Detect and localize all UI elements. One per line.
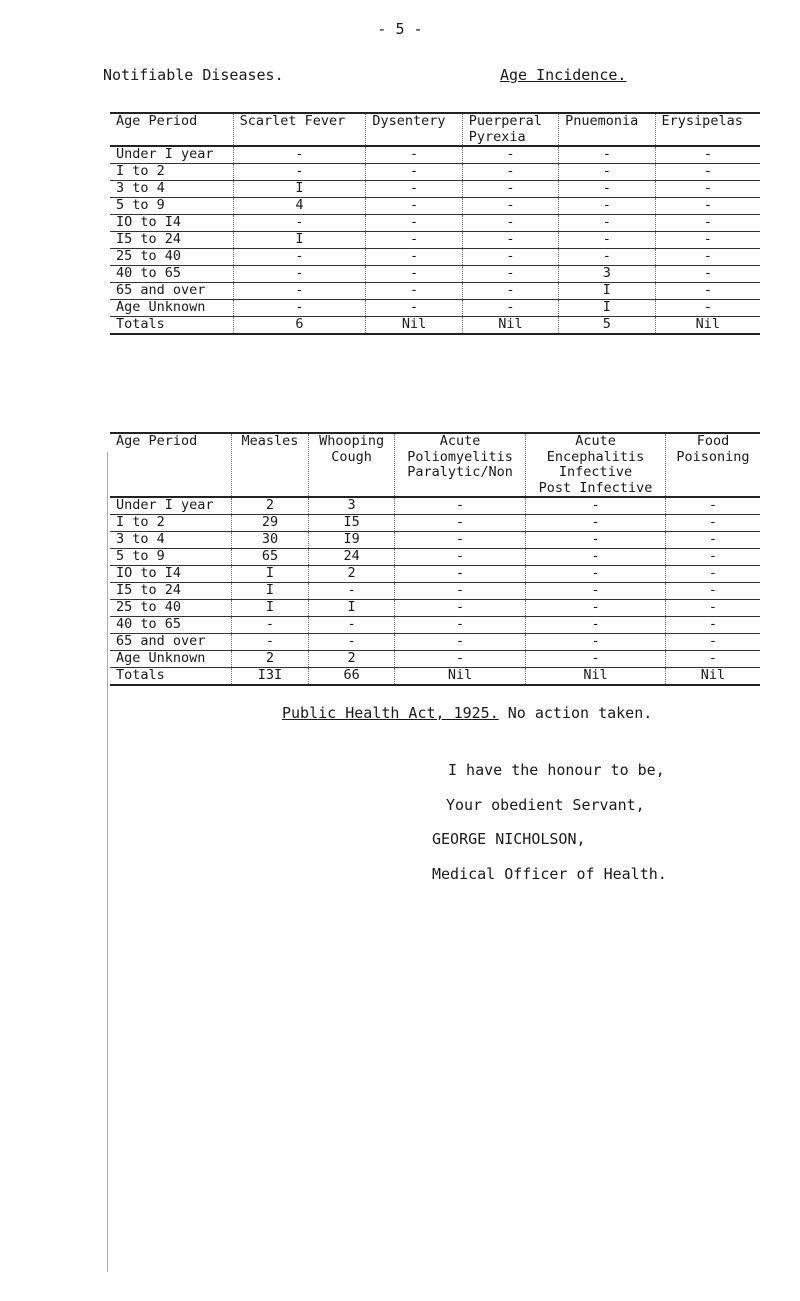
totals-row [110, 317, 760, 335]
column-header: Pnuemonia [559, 113, 655, 146]
count-cell: - [665, 515, 760, 532]
closing-line-1: I have the honour to be, [448, 761, 665, 779]
count-cell: 2 [231, 651, 308, 668]
count-cell: Nil [462, 317, 558, 335]
signatory-name: GEORGE NICHOLSON, [432, 830, 586, 848]
count-cell: - [462, 283, 558, 300]
count-cell: I [233, 181, 366, 198]
count-cell: - [655, 266, 760, 283]
count-cell: 24 [309, 549, 395, 566]
age-period-cell: Under I year [110, 497, 231, 515]
count-cell: I [231, 583, 308, 600]
table-row [110, 266, 760, 283]
count-cell: - [395, 549, 526, 566]
count-cell: - [665, 651, 760, 668]
count-cell: - [559, 198, 655, 215]
count-cell: 2 [231, 497, 308, 515]
age-period-cell: 65 and over [110, 634, 231, 651]
table-row [110, 566, 760, 583]
count-cell: - [395, 651, 526, 668]
column-header: Acute Encephalitis Infective Post Infective [526, 433, 666, 497]
count-cell: - [526, 549, 666, 566]
count-cell: - [559, 181, 655, 198]
table-row [110, 300, 760, 317]
count-cell: - [366, 300, 462, 317]
count-cell: - [395, 497, 526, 515]
table-header-row [110, 113, 760, 146]
table-row [110, 515, 760, 532]
act-reference: Public Health Act, 1925. [282, 704, 499, 722]
column-header: Erysipelas [655, 113, 760, 146]
count-cell: - [559, 232, 655, 249]
column-header: Age Period [110, 113, 233, 146]
table-row [110, 634, 760, 651]
count-cell: - [395, 566, 526, 583]
table-row [110, 617, 760, 634]
table-row [110, 164, 760, 181]
count-cell: - [526, 600, 666, 617]
count-cell: - [665, 532, 760, 549]
count-cell: - [559, 249, 655, 266]
count-cell: - [559, 215, 655, 232]
count-cell: - [233, 164, 366, 181]
count-cell: - [526, 583, 666, 600]
closing-line-2: Your obedient Servant, [446, 796, 645, 814]
count-cell: - [665, 583, 760, 600]
action-statement: No action taken. [507, 704, 653, 722]
table-row [110, 198, 760, 215]
public-health-act-note [282, 704, 652, 722]
count-cell: 66 [309, 668, 395, 686]
count-cell: - [462, 198, 558, 215]
age-period-cell: 40 to 65 [110, 266, 233, 283]
count-cell: - [309, 634, 395, 651]
count-cell: - [366, 232, 462, 249]
table-row [110, 146, 760, 164]
count-cell: - [526, 651, 666, 668]
count-cell: - [366, 181, 462, 198]
age-period-cell: Age Unknown [110, 651, 231, 668]
count-cell: - [366, 215, 462, 232]
table-row [110, 651, 760, 668]
count-cell: I [309, 600, 395, 617]
count-cell: - [526, 532, 666, 549]
column-header: Whooping Cough [309, 433, 395, 497]
age-period-cell: 5 to 9 [110, 549, 231, 566]
count-cell: - [395, 515, 526, 532]
count-cell: I [233, 232, 366, 249]
age-period-cell: Totals [110, 317, 233, 335]
count-cell: - [462, 232, 558, 249]
count-cell: - [366, 164, 462, 181]
column-header: Dysentery [366, 113, 462, 146]
count-cell: I [559, 300, 655, 317]
count-cell: - [462, 266, 558, 283]
signatory-title: Medical Officer of Health. [432, 865, 667, 883]
count-cell: - [233, 266, 366, 283]
age-period-cell: 40 to 65 [110, 617, 231, 634]
table-row [110, 600, 760, 617]
table-header-row [110, 433, 760, 497]
count-cell: 65 [231, 549, 308, 566]
count-cell: I [559, 283, 655, 300]
count-cell: - [655, 215, 760, 232]
count-cell: - [395, 617, 526, 634]
count-cell: - [366, 146, 462, 164]
count-cell: - [366, 249, 462, 266]
totals-row [110, 668, 760, 686]
table-row [110, 283, 760, 300]
count-cell: - [366, 198, 462, 215]
count-cell: - [665, 600, 760, 617]
count-cell: 4 [233, 198, 366, 215]
heading-age-incidence: Age Incidence. [500, 66, 627, 84]
count-cell: - [395, 532, 526, 549]
age-period-cell: 25 to 40 [110, 249, 233, 266]
age-period-cell: 5 to 9 [110, 198, 233, 215]
count-cell: - [526, 515, 666, 532]
count-cell: - [655, 232, 760, 249]
count-cell: - [526, 617, 666, 634]
count-cell: 2 [309, 651, 395, 668]
count-cell: - [309, 617, 395, 634]
count-cell: - [526, 566, 666, 583]
count-cell: - [655, 283, 760, 300]
age-period-cell: Totals [110, 668, 231, 686]
count-cell: 3 [559, 266, 655, 283]
count-cell: 3 [309, 497, 395, 515]
column-header: Measles [231, 433, 308, 497]
table-body [110, 497, 760, 685]
count-cell: - [231, 617, 308, 634]
age-period-cell: Under I year [110, 146, 233, 164]
count-cell: Nil [366, 317, 462, 335]
count-cell: 6 [233, 317, 366, 335]
count-cell: - [309, 583, 395, 600]
page-number: - 5 - [377, 20, 423, 38]
table-row [110, 181, 760, 198]
count-cell: - [233, 283, 366, 300]
count-cell: I3I [231, 668, 308, 686]
count-cell: - [655, 181, 760, 198]
column-header: Scarlet Fever [233, 113, 366, 146]
count-cell: - [665, 497, 760, 515]
table-body [110, 146, 760, 334]
count-cell: - [526, 497, 666, 515]
table-row [110, 549, 760, 566]
count-cell: - [233, 215, 366, 232]
table-row [110, 249, 760, 266]
count-cell: I9 [309, 532, 395, 549]
count-cell: - [665, 549, 760, 566]
count-cell: - [366, 266, 462, 283]
count-cell: - [233, 300, 366, 317]
count-cell: - [655, 300, 760, 317]
count-cell: Nil [395, 668, 526, 686]
count-cell: - [462, 215, 558, 232]
count-cell: - [665, 617, 760, 634]
age-period-cell: I5 to 24 [110, 232, 233, 249]
margin-rule [107, 452, 108, 1272]
notifiable-diseases-table-2 [110, 432, 760, 686]
age-period-cell: Age Unknown [110, 300, 233, 317]
count-cell: - [395, 583, 526, 600]
count-cell: I5 [309, 515, 395, 532]
count-cell: - [462, 164, 558, 181]
count-cell: - [655, 198, 760, 215]
count-cell: - [655, 249, 760, 266]
count-cell: - [462, 249, 558, 266]
count-cell: - [231, 634, 308, 651]
heading-notifiable-diseases: Notifiable Diseases. [103, 66, 284, 84]
column-header: Age Period [110, 433, 231, 497]
count-cell: - [655, 146, 760, 164]
count-cell: - [462, 181, 558, 198]
count-cell: - [366, 283, 462, 300]
count-cell: 2 [309, 566, 395, 583]
count-cell: - [233, 249, 366, 266]
count-cell: - [233, 146, 366, 164]
table-row [110, 532, 760, 549]
count-cell: I [231, 566, 308, 583]
age-period-cell: I5 to 24 [110, 583, 231, 600]
table-row [110, 583, 760, 600]
age-period-cell: 3 to 4 [110, 532, 231, 549]
count-cell: Nil [665, 668, 760, 686]
age-period-cell: 25 to 40 [110, 600, 231, 617]
count-cell: - [665, 566, 760, 583]
count-cell: Nil [526, 668, 666, 686]
column-header: Acute Poliomyelitis Paralytic/Non [395, 433, 526, 497]
age-period-cell: 65 and over [110, 283, 233, 300]
column-header: Puerperal Pyrexia [462, 113, 558, 146]
count-cell: 5 [559, 317, 655, 335]
table-row [110, 215, 760, 232]
count-cell: - [395, 600, 526, 617]
column-header: Food Poisoning [665, 433, 760, 497]
count-cell: - [395, 634, 526, 651]
count-cell: - [526, 634, 666, 651]
count-cell: - [462, 146, 558, 164]
count-cell: 29 [231, 515, 308, 532]
count-cell: - [559, 146, 655, 164]
count-cell: - [462, 300, 558, 317]
age-period-cell: IO to I4 [110, 215, 233, 232]
age-period-cell: 3 to 4 [110, 181, 233, 198]
count-cell: - [655, 164, 760, 181]
age-period-cell: I to 2 [110, 515, 231, 532]
count-cell: 30 [231, 532, 308, 549]
age-period-cell: I to 2 [110, 164, 233, 181]
count-cell: I [231, 600, 308, 617]
age-period-cell: IO to I4 [110, 566, 231, 583]
table-row [110, 497, 760, 515]
table-row [110, 232, 760, 249]
count-cell: - [665, 634, 760, 651]
count-cell: Nil [655, 317, 760, 335]
count-cell: - [559, 164, 655, 181]
notifiable-diseases-table-1 [110, 112, 760, 335]
